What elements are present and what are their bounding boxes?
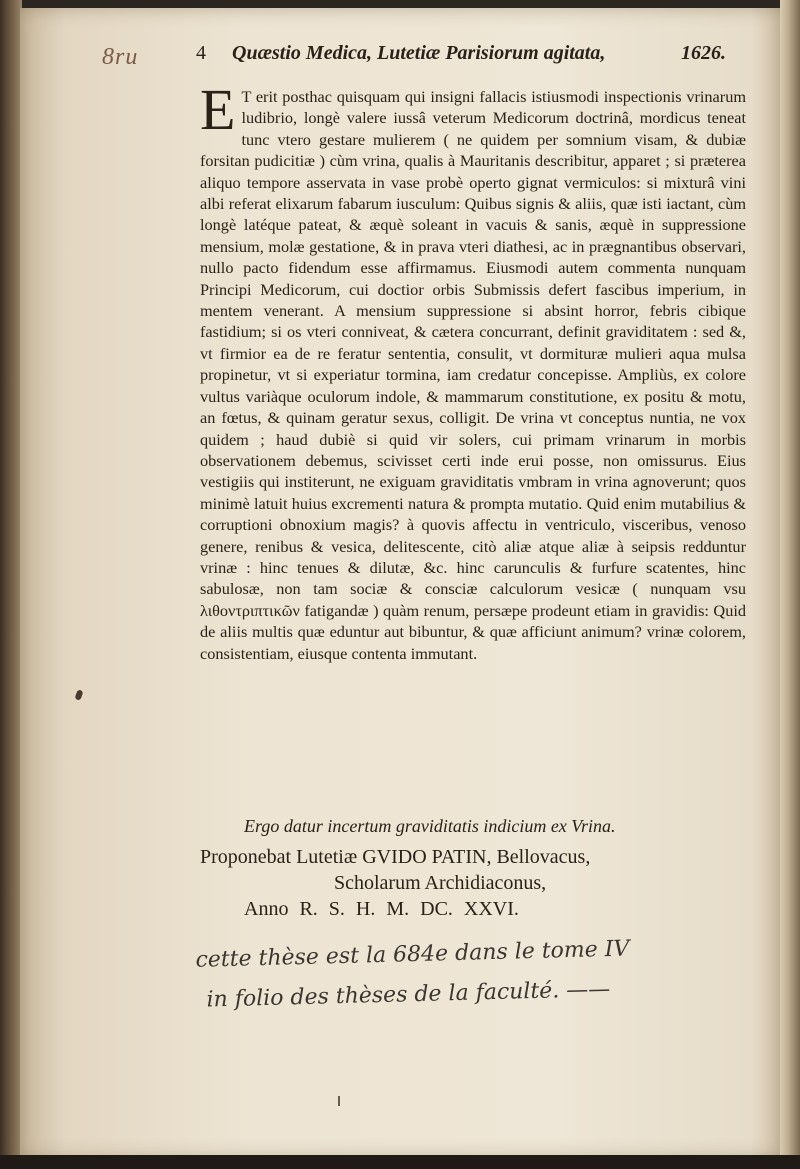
page-edge xyxy=(780,0,800,1169)
signature-line-2: Scholarum Archidiaconus, xyxy=(334,872,547,894)
page-header xyxy=(196,42,726,72)
body-paragraph: T erit posthac quisquam qui insigni fallacis istiusmodi inspectionis vrinarum ludibrio, longè valere iussâ veterum Medicorum doctrinâ, mordicus teneat tunc vtero gestare mulierem ( ne quidem per somnium visam, & dubiæ forsitan pudicitiæ ) cùm vrina, qualis à Mauritanis describitur, apparet ; si præterea aliquo tempore asservata in vase probè operto gignat vermiculos: si mixturâ vini albi referat elixarum fabarum iusculum: Quibus signis & aliis, quæ isti iactant, cùm longè latéque pateat, & æquè soleant in vacuis & sanis, æquè in suppressione mensium, molæ gestatione, & in prava vteri diathesi, ac in prægnantibus observari, nullo pacto fidendum esse affirmamus. Eiusmodi autem commenta nunquam Principi Medicorum, cui doctior orbis Submissis defert fascibus imperium, in mentem venerant. A mensium suppressione si absint horror, febris cibique fastidium; si os vteri conniveat, & cætera concurrant, definit graviditatem : sed &, vt firmior ea de re feratur sententia, consulit, vt dormituræ mulieri aqua mulsa propinetur, vt si experiatur tormina, iam credatur concepisse. Ampliùs, ex colore vultus variàque oculorum indole, & mammarum constitutione, ex positu & motu, an fœtus, & quinam geratur sexus, colligit. De vrina vt conceptus nuntia, ne vox quidem ; haud dubiè si quid vir solers, cui primam vrinarum in morbis observationem debemus, scivisset certi inde erui posse, non omissurus. Eius vestigiis qui institerunt, ne exiguam graviditatis vmbram in vrina agnoverunt; quos minimè latuit huius excrementi natura & prompta mutatio. Quid enim mutabilius & corruptioni obnoxium magis? à quovis affectu in ventriculo, visceribus, venoso genere, renibus & vesica, delitescente, citò aliæ atque aliæ à seipsis redduntur vrinæ : hinc tenues & dilutæ, &c. hinc carunculis & furfure scatentes, hinc sabulosæ, non tam sociæ & consciæ calculorum vesicæ ( nunquam vsu λιθοντριπτικῶν fatigandæ ) quàm renum, persæpe prodeunt etiam in gravidis: Quid de aliis multis quæ eduntur aut bibuntur, & quæ afficiunt animum? vrinæ colorem, consistentiam, eiusque contenta immutant. xyxy=(200,87,746,663)
book-binding xyxy=(0,0,22,1169)
ink-tick xyxy=(338,1096,340,1106)
signature-line-3: Anno R. S. H. M. DC. XXVI. xyxy=(244,898,519,920)
running-head: Quæstio Medica, Lutetiæ Parisiorum agitata, xyxy=(232,42,606,64)
signature-line-1: Proponebat Lutetiæ GVIDO PATIN, Bellovacus, xyxy=(200,846,591,868)
handwritten-line-2: in folio des thèses de la faculté. —— xyxy=(206,976,611,1013)
handwritten-note xyxy=(195,927,717,1021)
handwritten-line-1: cette thèse est la 684e dans le tome IV xyxy=(195,936,630,973)
conclusion: Ergo datur incertum graviditatis indicium ex Vrina. xyxy=(244,816,616,836)
margin-note: 8ru xyxy=(102,44,139,70)
page-number: 4 xyxy=(196,42,206,64)
body-text xyxy=(200,77,746,664)
header-year: 1626. xyxy=(681,42,726,64)
bottom-shadow xyxy=(0,1155,800,1169)
drop-cap: E xyxy=(200,77,236,142)
